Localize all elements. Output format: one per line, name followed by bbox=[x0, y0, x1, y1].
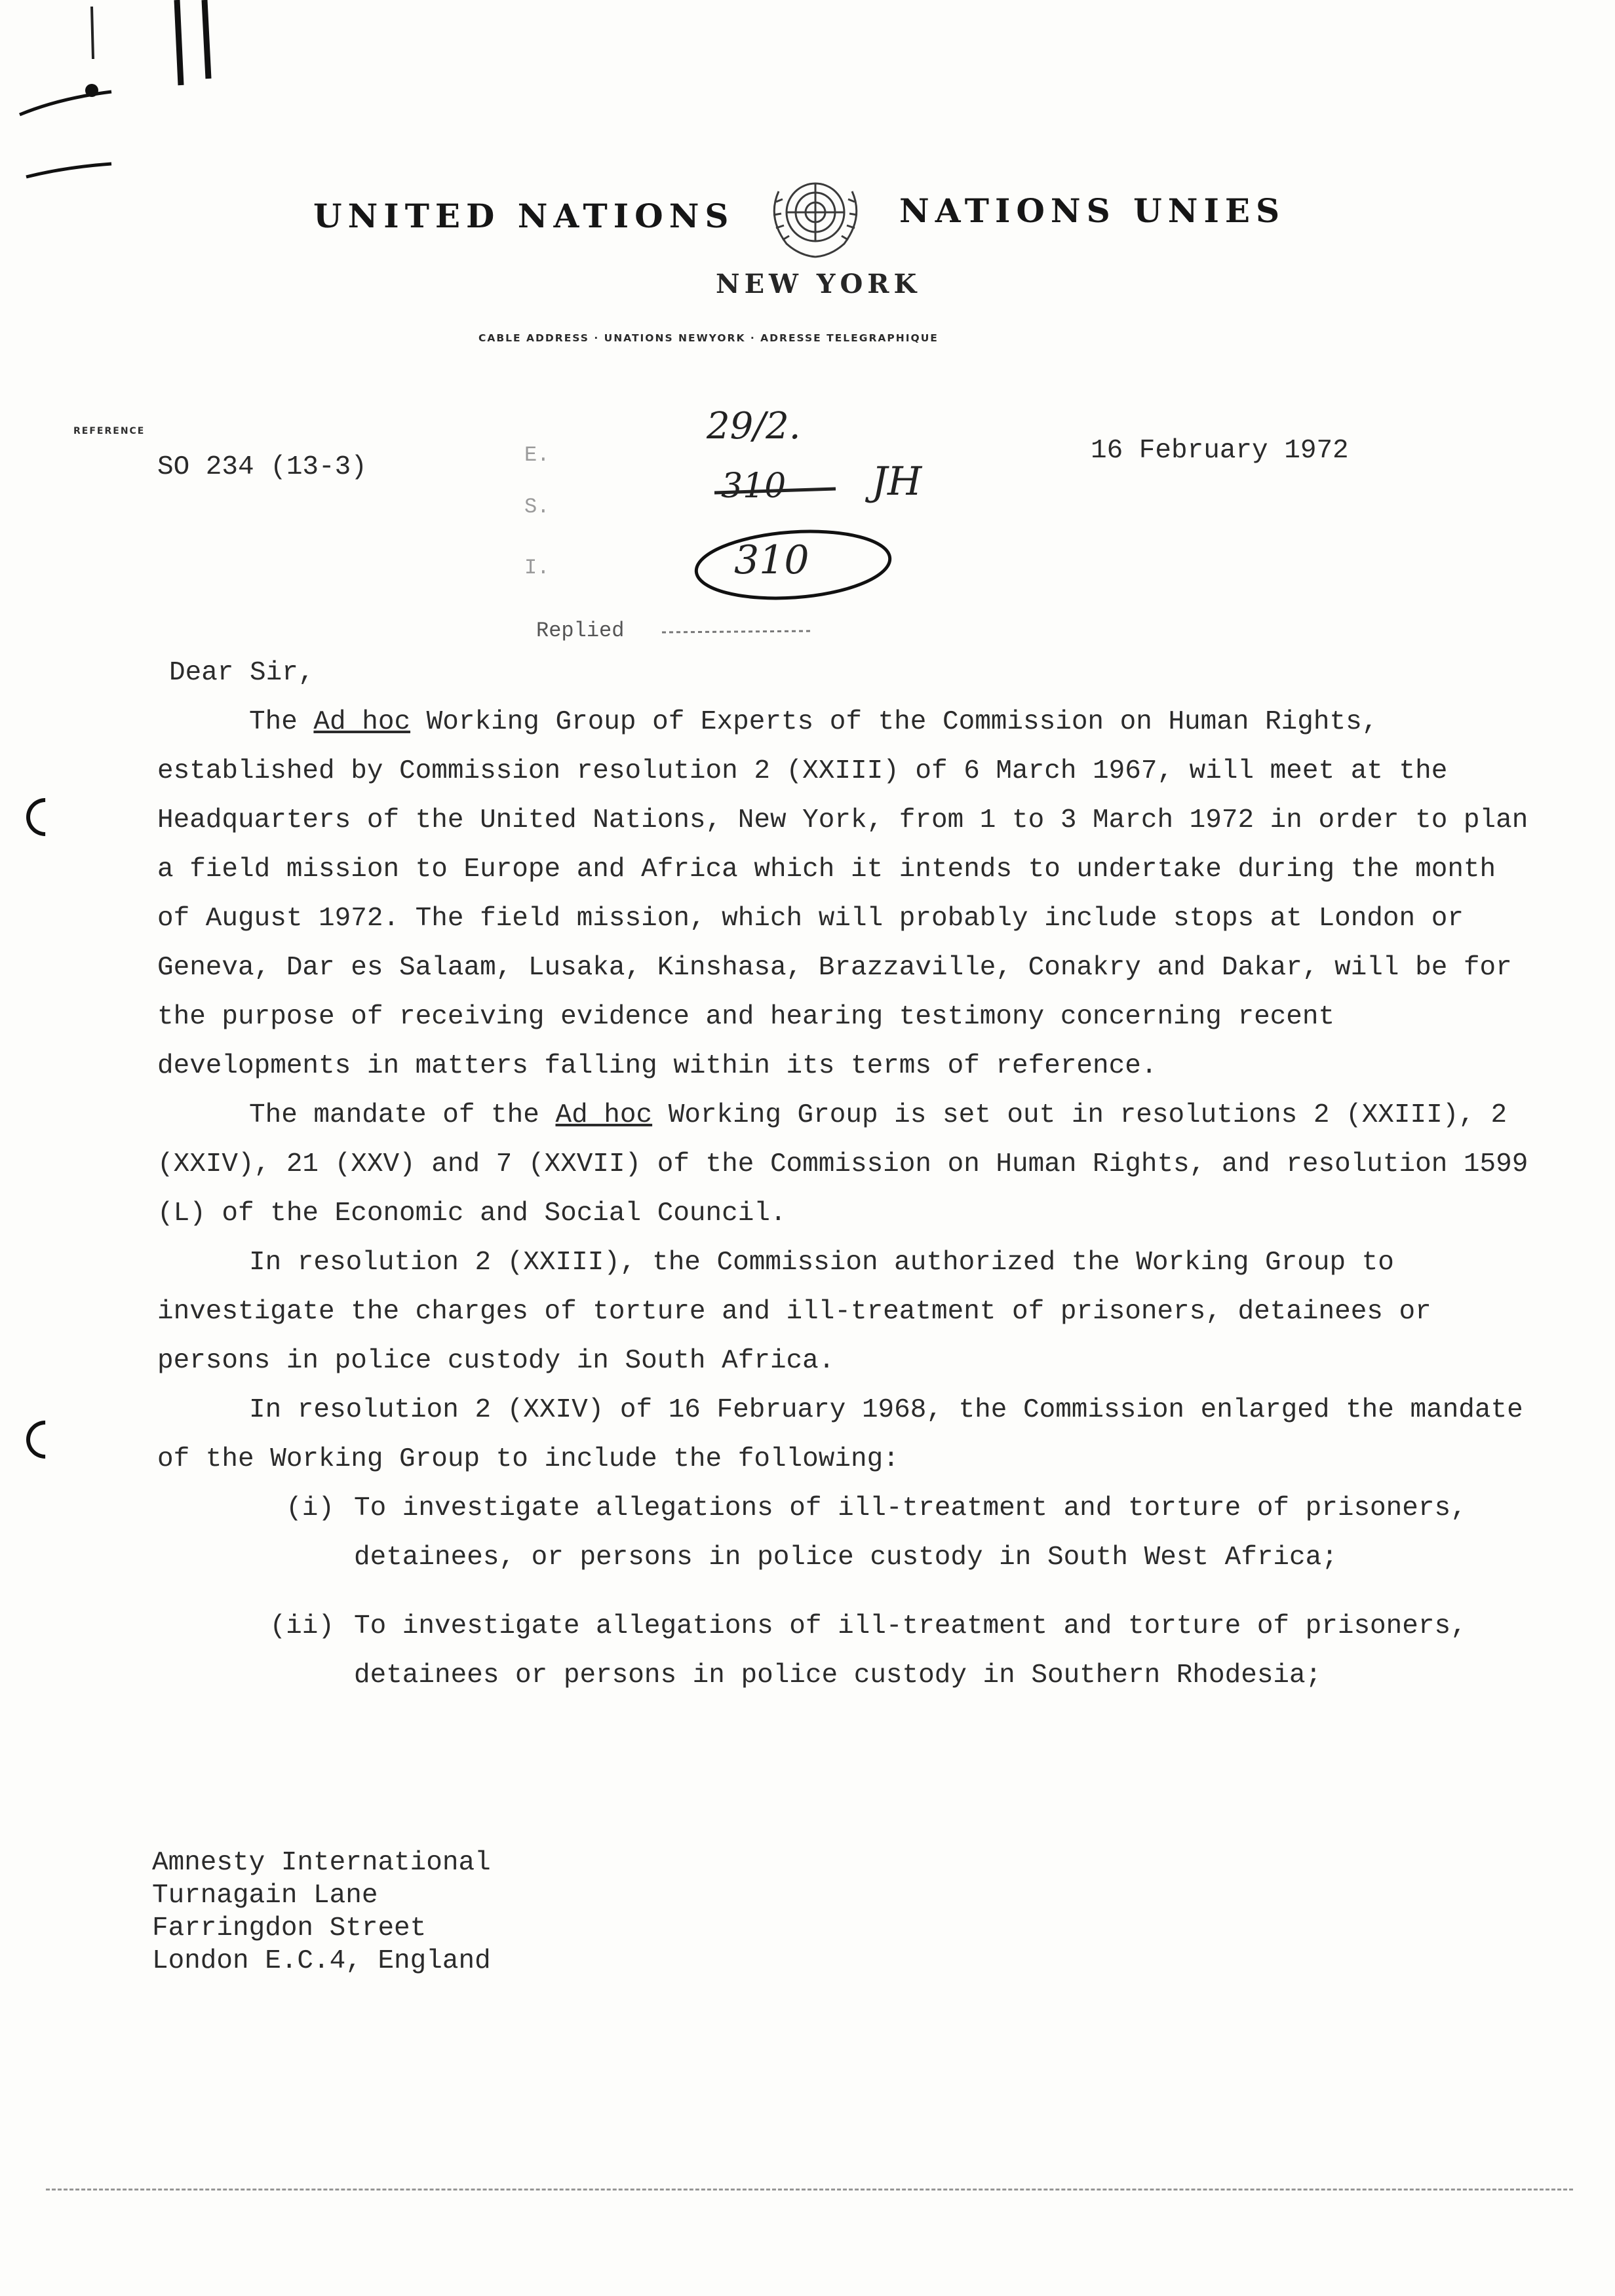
stamp-reply-label: Replied bbox=[536, 619, 625, 643]
strike-through-mark bbox=[714, 480, 839, 506]
address-line: London E.C.4, England bbox=[152, 1946, 491, 1976]
address-line: Turnagain Lane bbox=[152, 1881, 378, 1911]
paragraph: In resolution 2 (XXIV) of 16 February 1968, the Commission enlarged the mandate of the Working Group to include the following: bbox=[157, 1395, 1523, 1474]
list-item bbox=[236, 1602, 1540, 1700]
letterhead-org-en: UNITED NATIONS bbox=[313, 197, 735, 235]
recipient-address bbox=[152, 1846, 491, 1978]
ad-hoc-underlined: Ad hoc bbox=[555, 1100, 653, 1130]
stamp-faded-label: E. bbox=[524, 443, 550, 467]
letterhead-org-fr: NATIONS UNIES bbox=[899, 191, 1286, 230]
salutation: Dear Sir, bbox=[169, 658, 315, 688]
handwritten-date: 29/2. bbox=[707, 405, 801, 448]
paragraph: The Ad hoc Working Group of Experts of the Commission on Human Rights, established by Commission resolution 2 (XXIII) of 6 March 1967, will meet at the Headquarters of the United Nations, New York, from 1 to 3 March 1972 in order to plan a field mission to Europe and Africa which it intends to undertake during the month of August 1972. The field mission, which will probably include stops at London or Geneva, Dar es Salaam, Lusaka, Kinshasa, Brazzaville, Conakry and Dakar, will be for the purpose of receiving evidence and hearing testimony concerning recent developments in matters falling within its terms of reference. bbox=[157, 707, 1528, 1081]
footer-rule bbox=[46, 2189, 1573, 2191]
handwritten-initials: JH bbox=[872, 459, 922, 505]
list-item-number: (ii) bbox=[269, 1611, 334, 1641]
handwritten-code: 310 bbox=[734, 537, 809, 583]
paragraph: The mandate of the Ad hoc Working Group is set out in resolutions 2 (XXIII), 2 (XXIV), 21 (XXV) and 7 (XXVII) of the Commission on Human Rights, and resolution 1599 (L) of the Economic and Social Council. bbox=[157, 1100, 1528, 1229]
address-line: Amnesty International bbox=[152, 1848, 491, 1878]
un-emblem-icon bbox=[760, 165, 870, 263]
stamp-reply-underline bbox=[662, 626, 819, 639]
list-item-text: To investigate allegations of ill-treatment and torture of prisoners, detainees, or persons in police custody in South West Africa; bbox=[354, 1493, 1467, 1573]
reference-value: SO 234 (13-3) bbox=[157, 452, 367, 482]
address-line: Farringdon Street bbox=[152, 1913, 427, 1943]
letter-date: 16 February 1972 bbox=[1091, 436, 1349, 466]
list-item bbox=[236, 1484, 1540, 1582]
reference-label: REFERENCE bbox=[73, 426, 146, 436]
stamp-faded-label: S. bbox=[524, 495, 550, 519]
ad-hoc-underlined: Ad hoc bbox=[313, 707, 411, 737]
binder-hole-mark bbox=[18, 790, 72, 844]
margin-pen-marks bbox=[0, 0, 262, 210]
stamp-faded-label: I. bbox=[524, 556, 550, 580]
handwritten-crossed-code: 310 bbox=[721, 467, 787, 506]
cable-address: CABLE ADDRESS · UNATIONS NEWYORK · ADRESSE TELEGRAPHIQUE bbox=[478, 332, 939, 344]
binder-hole-mark bbox=[18, 1413, 72, 1466]
letterhead-city: NEW YORK bbox=[716, 269, 922, 299]
paragraph: In resolution 2 (XXIII), the Commission authorized the Working Group to investigate the charges of torture and ill-treatment of prisoners, detainees or persons in police custody in South Africa. bbox=[157, 1248, 1431, 1376]
list-item-number: (i) bbox=[286, 1493, 334, 1523]
letter-body bbox=[157, 649, 1540, 1700]
list-item-text: To investigate allegations of ill-treatment and torture of prisoners, detainees or persons in police custody in Southern Rhodesia; bbox=[354, 1611, 1467, 1691]
